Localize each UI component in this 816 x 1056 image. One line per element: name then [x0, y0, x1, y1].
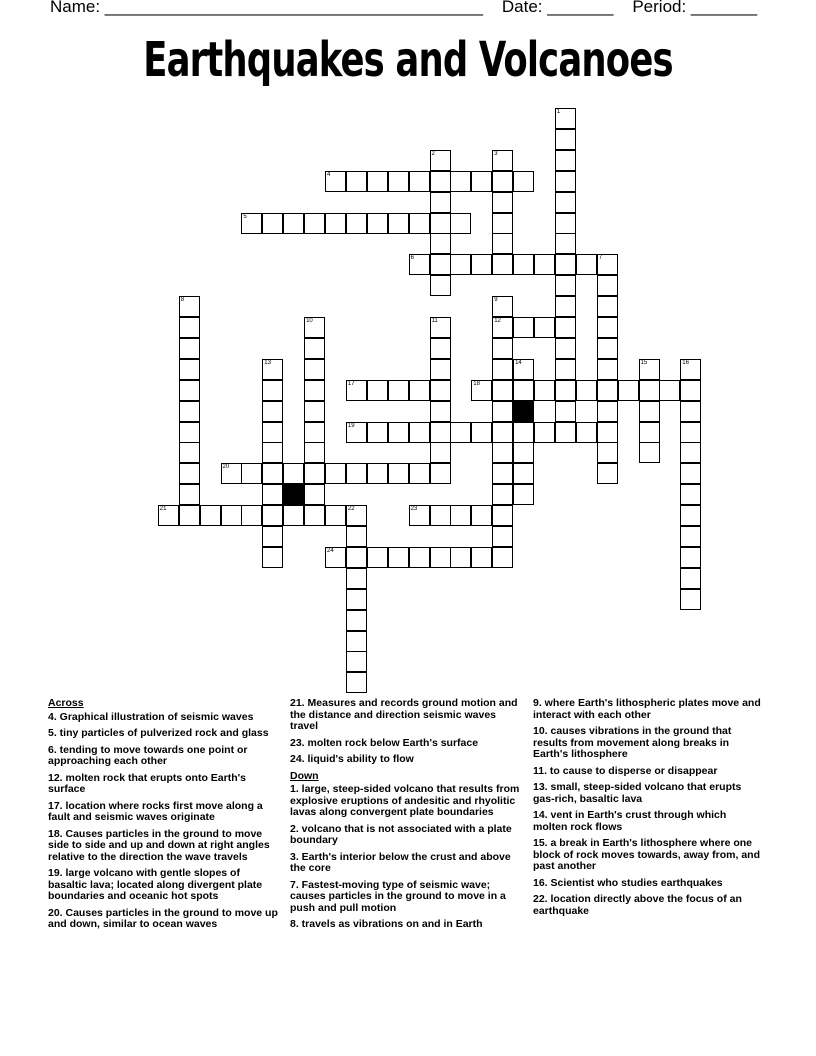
clues-column-2 [290, 698, 520, 936]
grid-cell[interactable] [639, 359, 660, 380]
clue-number: 18 [473, 380, 480, 387]
grid-cell[interactable] [430, 380, 451, 401]
grid-cell[interactable] [346, 422, 367, 443]
clue: 6. tending to move towards one point or approaching each other [48, 743, 248, 767]
grid-cell[interactable] [492, 150, 513, 171]
down-heading: Down [290, 769, 319, 782]
grid-cell[interactable] [179, 317, 200, 338]
grid-cell[interactable] [409, 547, 430, 568]
clue-number: 14 [515, 359, 522, 366]
grid-cell[interactable] [179, 463, 200, 484]
grid-cell[interactable] [492, 359, 513, 380]
grid-cell[interactable] [597, 401, 618, 422]
grid-cell[interactable] [388, 463, 409, 484]
clue: 12. molten rock that erupts onto Earth's surface [48, 771, 246, 795]
grid-cell[interactable] [325, 171, 346, 192]
grid-cell[interactable] [492, 547, 513, 568]
grid-cell[interactable] [680, 484, 701, 505]
grid-cell[interactable] [262, 359, 283, 380]
grid-cell[interactable] [409, 380, 430, 401]
grid-cell[interactable] [346, 651, 367, 672]
grid-cell[interactable] [450, 171, 471, 192]
clue: 24. liquid's ability to flow [290, 753, 414, 765]
grid-cell[interactable] [388, 171, 409, 192]
grid-cell[interactable] [262, 442, 283, 463]
grid-cell[interactable] [639, 422, 660, 443]
grid-cell[interactable] [680, 568, 701, 589]
clue-number: 17 [347, 380, 355, 387]
clue-number: 12 [494, 318, 501, 324]
clue: 10. causes vibrations in the ground that results from movement along breaks in Earth's lithosphere [533, 725, 732, 760]
grid-cell[interactable] [179, 359, 200, 380]
grid-cell[interactable] [388, 422, 409, 443]
grid-cell[interactable] [262, 422, 283, 443]
clues-column-3 [533, 698, 763, 922]
clue-number: 13 [264, 359, 271, 366]
grid-cell[interactable] [492, 192, 513, 213]
grid-cell[interactable] [179, 338, 200, 359]
grid-cell[interactable] [471, 254, 492, 275]
black-cell [283, 484, 304, 505]
grid-cell[interactable] [262, 526, 283, 547]
grid-cell[interactable] [409, 505, 430, 526]
grid-cell[interactable] [158, 505, 179, 526]
grid-cell[interactable] [450, 422, 471, 443]
grid-cell[interactable] [555, 129, 576, 150]
name-field[interactable]: Name: ________________________________________ [50, 0, 483, 16]
grid-cell[interactable] [492, 526, 513, 547]
grid-cell[interactable] [555, 254, 576, 275]
grid-cell[interactable] [304, 213, 325, 234]
grid-cell[interactable] [409, 213, 430, 234]
clue-number: 22 [347, 506, 355, 513]
grid-cell[interactable] [576, 380, 597, 401]
grid-cell[interactable] [513, 171, 534, 192]
grid-cell[interactable] [513, 463, 534, 484]
grid-cell[interactable] [680, 359, 701, 380]
clue: 14. vent in Earth's crust through which molten rock flows [533, 809, 727, 833]
grid-cell[interactable] [492, 317, 513, 338]
clue-number: 1 [556, 109, 561, 115]
clue-number: 2 [431, 150, 435, 157]
clue-number: 11 [431, 318, 438, 324]
grid-cell[interactable] [430, 505, 451, 526]
grid-cell[interactable] [597, 380, 618, 401]
grid-cell[interactable] [513, 359, 534, 380]
grid-cell[interactable] [555, 171, 576, 192]
grid-cell[interactable] [262, 463, 283, 484]
grid-cell[interactable] [513, 317, 534, 338]
grid-cell[interactable] [325, 547, 346, 568]
grid-cell[interactable] [409, 422, 430, 443]
grid-cell[interactable] [367, 380, 388, 401]
clue: 2. volcano that is not associated with a plate boundary [290, 822, 512, 846]
grid-cell[interactable] [513, 442, 534, 463]
grid-cell[interactable] [346, 171, 367, 192]
clue-number: 6 [410, 255, 414, 262]
grid-cell[interactable] [430, 359, 451, 380]
grid-cell[interactable] [430, 171, 451, 192]
clue-number: 23 [410, 506, 418, 513]
grid-cell[interactable] [555, 192, 576, 213]
grid-cell[interactable] [179, 484, 200, 505]
grid-cell[interactable] [430, 275, 451, 296]
clue: 11. to cause to disperse or disappear [533, 764, 718, 777]
grid-cell[interactable] [179, 505, 200, 526]
grid-cell[interactable] [346, 463, 367, 484]
grid-cell[interactable] [262, 505, 283, 526]
clues-column-1 [48, 698, 278, 936]
grid-cell[interactable] [262, 484, 283, 505]
grid-cell[interactable] [555, 150, 576, 171]
grid-cell[interactable] [409, 254, 430, 275]
grid-cell[interactable] [492, 338, 513, 359]
grid-cell[interactable] [304, 359, 325, 380]
grid-cell[interactable] [471, 171, 492, 192]
grid-cell[interactable] [262, 547, 283, 568]
grid-cell[interactable] [492, 505, 513, 526]
grid-cell[interactable] [555, 317, 576, 338]
grid-cell[interactable] [597, 317, 618, 338]
grid-cell[interactable] [346, 547, 367, 568]
grid-cell[interactable] [221, 505, 242, 526]
clue: 8. travels as vibrations on and in Earth [290, 918, 483, 930]
grid-cell[interactable] [680, 505, 701, 526]
grid-cell[interactable] [346, 631, 367, 652]
clue-number: 9 [494, 297, 498, 304]
grid-cell[interactable] [534, 317, 555, 338]
clue: 9. where Earth's lithospheric plates move and interact with each other [533, 697, 761, 721]
grid-cell[interactable] [346, 526, 367, 547]
grid-cell[interactable] [179, 442, 200, 463]
grid-cell[interactable] [597, 338, 618, 359]
grid-cell[interactable] [471, 422, 492, 443]
grid-cell[interactable] [241, 463, 262, 484]
grid-cell[interactable] [680, 526, 701, 547]
grid-cell[interactable] [367, 463, 388, 484]
across-heading: Across [48, 697, 84, 709]
grid-cell[interactable] [304, 317, 325, 338]
grid-cell[interactable] [492, 213, 513, 234]
grid-cell[interactable] [304, 463, 325, 484]
grid-cell[interactable] [576, 254, 597, 275]
grid-cell[interactable] [576, 422, 597, 443]
grid-cell[interactable] [346, 213, 367, 234]
grid-cell[interactable] [367, 547, 388, 568]
grid-cell[interactable] [179, 401, 200, 422]
grid-cell[interactable] [597, 296, 618, 317]
grid-cell[interactable] [241, 213, 262, 234]
grid-cell[interactable] [409, 171, 430, 192]
grid-cell[interactable] [492, 254, 513, 275]
clue: 23. molten rock below Earth's surface [290, 736, 479, 749]
grid-cell[interactable] [430, 150, 451, 171]
grid-cell[interactable] [179, 422, 200, 443]
grid-cell[interactable] [221, 463, 242, 484]
grid-cell[interactable] [450, 254, 471, 275]
grid-cell[interactable] [325, 213, 346, 234]
grid-cell[interactable] [262, 380, 283, 401]
grid-cell[interactable] [555, 275, 576, 296]
grid-cell[interactable] [409, 463, 430, 484]
grid-cell[interactable] [241, 505, 262, 526]
grid-cell[interactable] [492, 380, 513, 401]
grid-cell[interactable] [262, 401, 283, 422]
grid-cell[interactable] [430, 233, 451, 254]
clue: 5. tiny particles of pulverized rock and glass [48, 727, 269, 739]
clue: 4. Graphical illustration of seismic waves [48, 710, 254, 723]
grid-cell[interactable] [283, 213, 304, 234]
grid-cell[interactable] [304, 380, 325, 401]
grid-cell[interactable] [659, 380, 680, 401]
grid-cell[interactable] [283, 505, 304, 526]
clue: 17. location where rocks first move along a fault and seismic waves originate [48, 799, 263, 823]
grid-cell[interactable] [430, 442, 451, 463]
grid-cell[interactable] [388, 547, 409, 568]
grid-cell[interactable] [367, 213, 388, 234]
clue: 15. a break in Earth's lithosphere where one block of rock moves towards, away from, and past another [533, 837, 760, 872]
grid-cell[interactable] [179, 380, 200, 401]
grid-cell[interactable] [555, 338, 576, 359]
grid-cell[interactable] [492, 422, 513, 443]
grid-cell[interactable] [513, 254, 534, 275]
grid-cell[interactable] [304, 338, 325, 359]
grid-cell[interactable] [618, 380, 639, 401]
grid-cell[interactable] [283, 463, 304, 484]
grid-cell[interactable] [555, 359, 576, 380]
clue-number: 7 [598, 255, 603, 262]
grid-cell[interactable] [597, 359, 618, 380]
grid-cell[interactable] [450, 505, 471, 526]
grid-cell[interactable] [597, 442, 618, 463]
clue: 20. Causes particles in the ground to move up and down, similar to ocean waves [48, 906, 278, 930]
grid-cell[interactable] [450, 213, 471, 234]
grid-cell[interactable] [639, 401, 660, 422]
clue: 21. Measures and records ground motion and the distance and direction seismic waves travel [290, 697, 518, 732]
grid-cell[interactable] [471, 547, 492, 568]
grid-cell[interactable] [680, 401, 701, 422]
grid-cell[interactable] [492, 442, 513, 463]
grid-cell[interactable] [430, 422, 451, 443]
grid-cell[interactable] [597, 422, 618, 443]
grid-cell[interactable] [680, 422, 701, 443]
grid-cell[interactable] [346, 568, 367, 589]
clue-number: 10 [306, 318, 313, 324]
grid-cell[interactable] [346, 505, 367, 526]
grid-cell[interactable] [639, 380, 660, 401]
black-cell [513, 401, 534, 422]
clue: 1. large, steep-sided volcano that results from explosive eruptions of andesitic and rhyolitic lavas along convergent plate boundaries [290, 783, 520, 818]
clue-number: 3 [494, 150, 498, 157]
grid-cell[interactable] [534, 422, 555, 443]
grid-cell[interactable] [492, 233, 513, 254]
clue-number: 24 [327, 547, 334, 554]
grid-cell[interactable] [346, 610, 367, 631]
clue: 22. location directly above the focus of an earthquake [533, 893, 742, 917]
grid-cell[interactable] [471, 380, 492, 401]
grid-cell[interactable] [200, 505, 221, 526]
date-field[interactable]: Date: _______ [501, 0, 614, 16]
grid-cell[interactable] [680, 547, 701, 568]
grid-cell[interactable] [555, 213, 576, 234]
clue: 7. Fastest-moving type of seismic wave; causes particles in the ground to move in a push and pull motion [290, 878, 506, 914]
clue-number: 8 [180, 297, 185, 304]
grid-cell[interactable] [388, 380, 409, 401]
grid-cell[interactable] [367, 171, 388, 192]
page-title: Earthquakes and Volcanoes [143, 32, 673, 88]
grid-cell[interactable] [513, 422, 534, 443]
clue: 18. Causes particles in the ground to move side to side and up and down at right angles relative to the direction the wave travels [48, 827, 270, 863]
period-field[interactable]: Period: _______ [632, 0, 758, 16]
grid-cell[interactable] [680, 442, 701, 463]
clue: 19. large volcano with gentle slopes of basaltic lava; located along divergent plate boundaries and oceanic hot spots [48, 867, 263, 902]
grid-cell[interactable] [555, 380, 576, 401]
grid-cell[interactable] [388, 213, 409, 234]
clue: 3. Earth's interior below the crust and above the core [290, 850, 511, 874]
grid-cell[interactable] [492, 296, 513, 317]
grid-cell[interactable] [430, 401, 451, 422]
clue: 16. Scientist who studies earthquakes [533, 876, 723, 889]
grid-cell[interactable] [430, 254, 451, 275]
grid-cell[interactable] [262, 213, 283, 234]
grid-cell[interactable] [471, 505, 492, 526]
grid-cell[interactable] [597, 254, 618, 275]
clue: 13. small, steep-sided volcano that erupts gas-rich, basaltic lava [533, 781, 742, 805]
grid-cell[interactable] [680, 589, 701, 610]
grid-cell[interactable] [450, 547, 471, 568]
grid-cell[interactable] [430, 213, 451, 234]
grid-cell[interactable] [430, 338, 451, 359]
grid-cell[interactable] [639, 442, 660, 463]
grid-cell[interactable] [513, 484, 534, 505]
grid-cell[interactable] [555, 401, 576, 422]
grid-cell[interactable] [430, 317, 451, 338]
grid-cell[interactable] [680, 463, 701, 484]
grid-cell[interactable] [555, 422, 576, 443]
grid-cell[interactable] [325, 505, 346, 526]
clue-number: 4 [327, 171, 331, 178]
grid-cell[interactable] [555, 233, 576, 254]
grid-cell[interactable] [680, 380, 701, 401]
grid-cell[interactable] [492, 463, 513, 484]
grid-cell[interactable] [304, 422, 325, 443]
grid-cell[interactable] [304, 505, 325, 526]
grid-cell[interactable] [534, 254, 555, 275]
grid-cell[interactable] [304, 442, 325, 463]
grid-cell[interactable] [346, 672, 367, 693]
grid-cell[interactable] [597, 463, 618, 484]
grid-cell[interactable] [304, 401, 325, 422]
grid-cell[interactable] [513, 380, 534, 401]
grid-cell[interactable] [367, 422, 388, 443]
grid-cell[interactable] [430, 547, 451, 568]
clue-number: 20 [222, 464, 230, 471]
grid-cell[interactable] [555, 296, 576, 317]
clue-number: 19 [347, 422, 355, 429]
clue-number: 21 [159, 506, 167, 513]
clue-number: 16 [682, 359, 689, 366]
grid-cell[interactable] [555, 108, 576, 129]
clue-number: 5 [243, 213, 247, 220]
grid-cell[interactable] [346, 380, 367, 401]
grid-cell[interactable] [534, 380, 555, 401]
grid-cell[interactable] [304, 484, 325, 505]
grid-cell[interactable] [430, 192, 451, 213]
grid-cell[interactable] [325, 463, 346, 484]
grid-cell[interactable] [179, 296, 200, 317]
clue-number: 15 [640, 359, 648, 366]
grid-cell[interactable] [492, 171, 513, 192]
grid-cell[interactable] [492, 401, 513, 422]
grid-cell[interactable] [597, 275, 618, 296]
grid-cell[interactable] [430, 463, 451, 484]
grid-cell[interactable] [346, 589, 367, 610]
grid-cell[interactable] [492, 484, 513, 505]
